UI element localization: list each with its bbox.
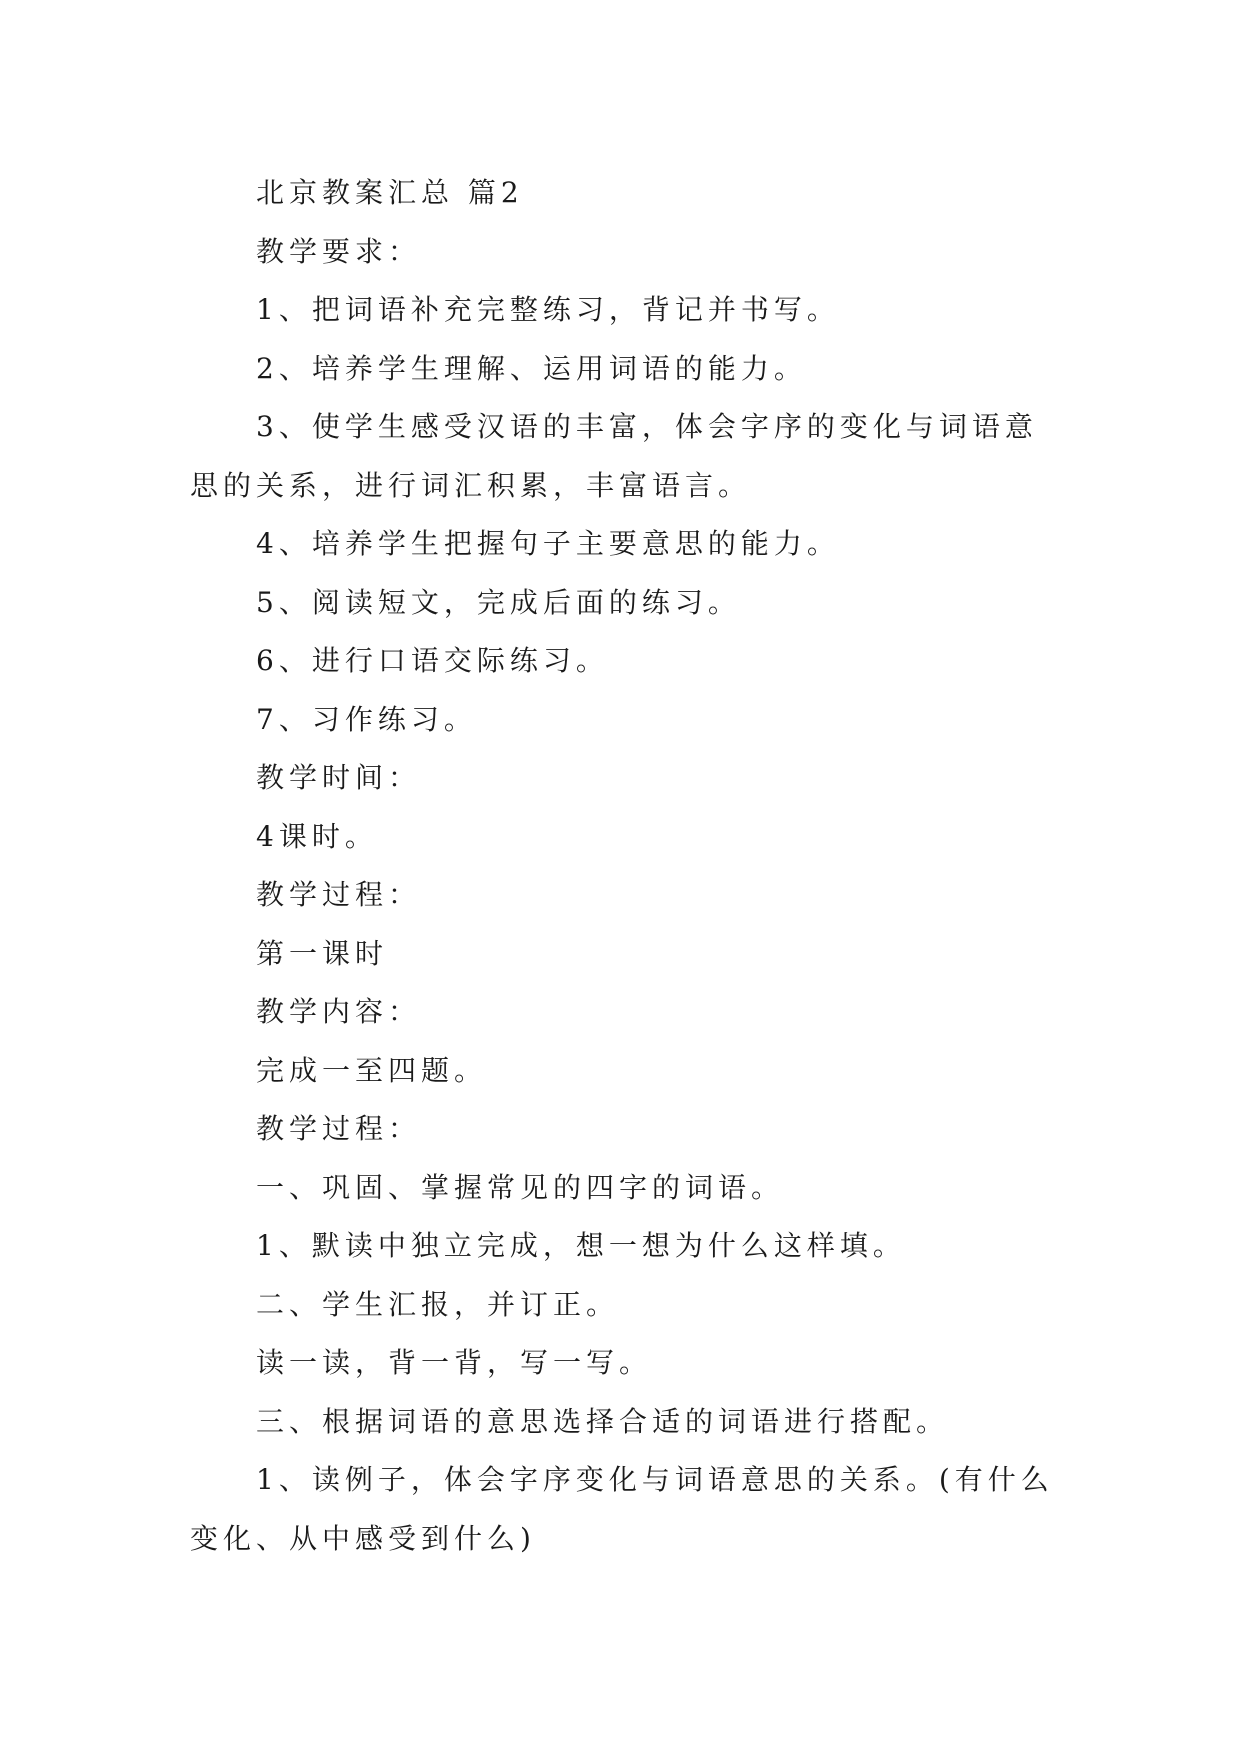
section-label-content: 教学内容： (256, 995, 422, 1028)
requirement-item: 7、习作练习。 (256, 702, 477, 736)
requirement-item: 4、培养学生把握句子主要意思的能力。 (256, 527, 840, 560)
section-label-requirements: 教学要求： (256, 234, 422, 268)
requirement-item: 5、阅读短文，完成后面的练习。 (256, 585, 741, 619)
requirement-item: 2、培养学生理解、运用词语的能力。 (256, 351, 807, 385)
section-label-process: 教学过程： (256, 878, 422, 911)
process-step: 三、根据词语的意思选择合适的词语进行搭配。 (256, 1404, 950, 1438)
section-label-time: 教学时间： (256, 761, 422, 794)
content-value: 完成一至四题。 (256, 1053, 488, 1087)
process-step: 一、巩固、掌握常见的四字的词语。 (256, 1170, 785, 1204)
requirement-item: 3、使学生感受汉语的丰富，体会字序的变化与词语意思的关系，进行词汇积累，丰富语言。 (190, 410, 1038, 502)
lesson-title: 第一课时 (256, 936, 389, 970)
process-step: 1、读例子，体会字序变化与词语意思的关系。(有什么变化、从中感受到什么) (190, 1463, 1054, 1555)
process-step: 读一读，背一背，写一写。 (256, 1346, 653, 1379)
section-label-process: 教学过程： (256, 1112, 422, 1145)
document-body (190, 164, 1060, 1568)
document-heading: 北京教案汇总 篇2 (256, 176, 524, 209)
time-value: 4课时。 (256, 819, 378, 853)
process-step: 二、学生汇报，并订正。 (256, 1287, 620, 1321)
requirement-item: 6、进行口语交际练习。 (256, 644, 609, 677)
process-step: 1、默读中独立完成，想一想为什么这样填。 (256, 1229, 906, 1262)
requirement-item: 1、把词语补充完整练习，背记并书写。 (256, 293, 840, 326)
